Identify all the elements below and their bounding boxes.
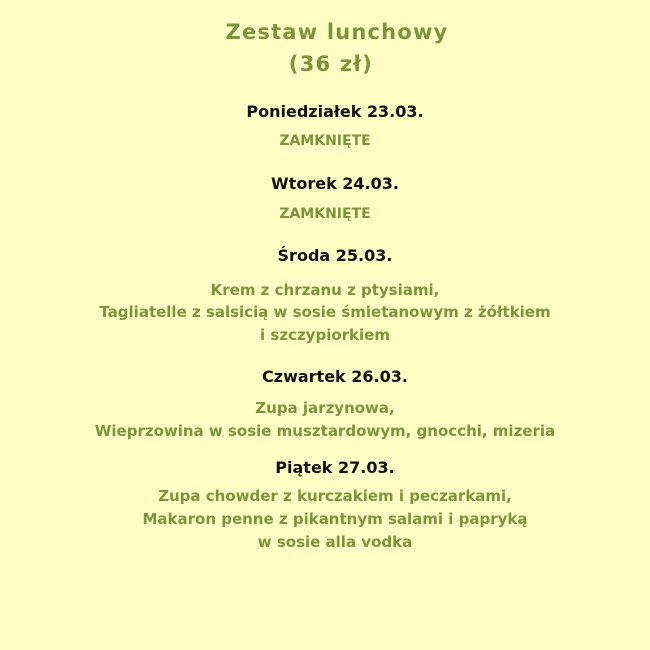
menu-price: (36 zł) <box>288 52 374 76</box>
dish-line: Makaron penne z pikantnym salami i papryką <box>142 510 528 528</box>
dish-line: i szczypiorkiem <box>260 326 390 344</box>
dish-line: Wieprzowina w sosie musztardowym, gnocchi, mizeria <box>94 422 556 440</box>
day-heading: Poniedziałek 23.03. <box>246 102 424 121</box>
dish-line: Tagliatelle z salsicią w sosie śmietanowym z żółtkiem <box>99 303 551 321</box>
day-heading: Wtorek 24.03. <box>271 174 399 193</box>
dish-line: Krem z chrzanu z ptysiami, <box>210 281 440 299</box>
day-heading: Piątek 27.03. <box>275 458 395 477</box>
dish-line: Zupa chowder z kurczakiem i peczarkami, <box>158 487 512 505</box>
dish-line: Zupa jarzynowa, <box>255 399 395 417</box>
day-heading: Środa 25.03. <box>277 246 393 265</box>
day-heading: Czwartek 26.03. <box>262 367 408 386</box>
dish-line: w sosie alla vodka <box>257 533 413 551</box>
closed-notice: ZAMKNIĘTE <box>279 133 371 149</box>
closed-notice: ZAMKNIĘTE <box>279 206 371 222</box>
menu-title: Zestaw lunchowy <box>225 20 449 44</box>
